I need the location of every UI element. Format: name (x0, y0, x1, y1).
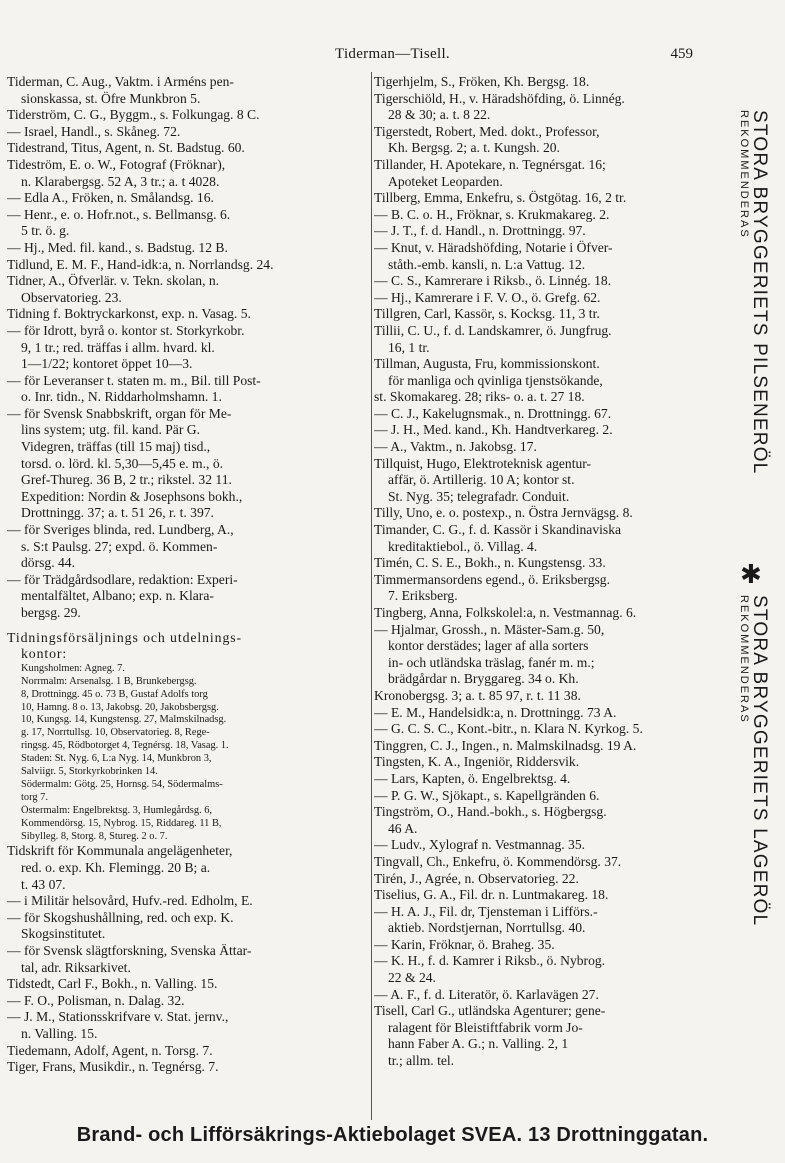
directory-entry-line: Tigerschiöld, H., v. Häradshöfding, ö. Linnég. (374, 90, 625, 106)
directory-entry-line: — B. C. o. H., Fröknar, s. Krukmakareg. 2. (374, 206, 610, 222)
directory-entry-line: torg 7. (21, 791, 48, 803)
directory-entry-line: st. Skomakareg. 28; riks- o. a. t. 27 18. (374, 389, 585, 405)
directory-entry-line: lins system; utg. fil. kand. Pär G. (21, 422, 200, 438)
directory-entry-line: Södermalm: Götg. 25, Hornsg. 54, Södermalms- (21, 778, 223, 790)
directory-entry-line: 9, 1 tr.; red. träffas i allm. hvard. kl. (21, 339, 215, 355)
directory-entry-line: aktieb. Nordstjernan, Norrtullsg. 40. (388, 920, 586, 936)
directory-entry-line: Tiselius, G. A., Fil. dr. n. Luntmakareg. 18. (374, 887, 609, 903)
directory-entry-line: — C. S., Kamrerare i Riksb., ö. Linnég. 18. (374, 273, 612, 289)
directory-entry-line: för manliga och qvinliga tjenstsökande, (388, 372, 603, 388)
directory-entry-line: — för Skogshushållning, red. och exp. K. (7, 909, 234, 925)
directory-entry-line: Sibylleg. 8, Storg. 8, Stureg. 2 o. 7. (21, 830, 168, 842)
column-divider (371, 72, 372, 1120)
directory-entry-line: Tingström, O., Hand.-bokh., s. Högbergsg. (374, 804, 607, 820)
directory-entry-line: Expedition: Nordin & Josephsons bokh., (21, 488, 243, 504)
directory-entry-line: Tideström, E. o. W., Fotograf (Fröknar), (7, 156, 226, 172)
directory-entry-line: Tiger, Frans, Musikdir., n. Tegnérsg. 7. (7, 1059, 219, 1075)
directory-entry-line: 8, Drottningg. 45 o. 73 B, Gustaf Adolfs torg (21, 688, 208, 700)
right-column (374, 74, 728, 1070)
directory-entry-line: — Ludv., Xylograf n. Vestmannag. 35. (374, 837, 586, 853)
directory-entry-line: — Hj., Kamrerare i F. V. O., ö. Grefg. 62. (374, 289, 601, 305)
directory-entry-line: Tillberg, Emma, Enkefru, s. Östgötag. 16, 2 tr. (374, 190, 627, 206)
directory-entry-line: tr.; allm. tel. (388, 1053, 455, 1069)
directory-entry-line: kontor: (21, 646, 68, 662)
ad-lagerol-subtext: REKOMMENDERAS (738, 595, 750, 724)
directory-entry-line: o. Inr. tidn., N. Riddarholmshamn. 1. (21, 389, 222, 405)
ad-lagerol-text: STORA BRYGGERIETS LAGERÖL (749, 595, 770, 927)
directory-entry-line: 28 & 30; a. t. 8 22. (388, 107, 491, 123)
directory-entry-line: — i Militär helsovård, Hufv.-red. Edholm, E. (7, 893, 253, 909)
directory-entry-line: ringsg. 45, Rödbotorget 4, Tegnérsg. 18, Vasag. 1. (21, 740, 229, 752)
directory-entry-line: Kommendörsg. 15, Nybrog. 15, Riddareg. 11 B, (21, 817, 222, 829)
directory-entry-line: — Knut, v. Häradshöfding, Notarie i Öfver- (374, 239, 613, 255)
directory-entry-line: — Edla A., Fröken, n. Smålandsg. 16. (7, 190, 214, 206)
directory-entry-line: Tirén, J., Agrée, n. Observatorieg. 22. (374, 870, 579, 886)
directory-entry-line: — Hjalmar, Grossh., n. Mäster-Sam.g. 50, (374, 621, 605, 637)
directory-entry-line: 7. Eriksberg. (388, 588, 458, 604)
directory-entry-line: Drottningg. 37; a. t. 51 26, r. t. 397. (21, 505, 214, 521)
directory-entry-line: — Israel, Handl., s. Skåneg. 72. (7, 123, 181, 139)
directory-entry-line: Tingsten, K. A., Ingeniör, Riddersvik. (374, 754, 580, 770)
directory-entry-line: — G. C. S. C., Kont.-bitr., n. Klara N. Kyrkog. 5. (374, 721, 643, 737)
directory-entry-line: 5 tr. ö. g. (21, 223, 70, 239)
directory-entry-line: — för Svensk Snabbskrift, organ för Me- (7, 405, 232, 421)
running-title: Tiderman—Tisell. (335, 46, 450, 62)
directory-entry-line: Östermalm: Engelbrektsg. 3, Humlegårdsg. 6, (21, 804, 213, 816)
directory-entry-line: Tillgren, Carl, Kassör, s. Kocksg. 11, 3 tr. (374, 306, 600, 322)
directory-entry-line: St. Nyg. 35; telegrafadr. Conduit. (388, 488, 570, 504)
directory-entry-line: Tiedemann, Adolf, Agent, n. Torsg. 7. (7, 1042, 213, 1058)
side-advertisement (728, 70, 782, 970)
directory-entry-line: Tidstedt, Carl F., Bokh., n. Valling. 15. (7, 976, 218, 992)
directory-entry-line: Staden: St. Nyg. 6, L:a Nyg. 14, Munkbron 3, (21, 753, 212, 765)
directory-entry-line: tal, adr. Riksarkivet. (21, 959, 131, 975)
directory-entry-line: torsd. o. lörd. kl. 5,30—5,45 e. m., ö. (21, 455, 224, 471)
directory-entry-line: t. 43 07. (21, 876, 66, 892)
directory-entry-line: Observatorieg. 23. (21, 289, 122, 305)
directory-entry-line: s. S:t Paulsg. 27; expd. ö. Kommen- (21, 538, 218, 554)
directory-entry-line: kontor derstädes; lager af alla sorters (388, 638, 589, 654)
directory-entry-line: — A. F., f. d. Literatör, ö. Karlavägen 27. (374, 986, 599, 1002)
directory-entry-line: in- och utländska träslag, fanér m. m.; (388, 654, 595, 670)
directory-entry-line: — för Sveriges blinda, red. Lundberg, A., (7, 522, 234, 538)
directory-entry-line: affär, ö. Artillerig. 10 A; kontor st. (388, 472, 575, 488)
directory-entry-line: Tisell, Carl G., utländska Agenturer; gene- (374, 1003, 606, 1019)
directory-entry-line: Norrmalm: Arsenalsg. 1 B, Brunkebergsg. (21, 675, 197, 687)
directory-entry-line: hann Faber A. G.; n. Valling. 2, 1 (388, 1036, 569, 1052)
left-column (7, 74, 372, 1076)
directory-entry-line: Timén, C. S. E., Bokh., n. Kungstensg. 33. (374, 555, 606, 571)
directory-entry-line: — A., Vaktm., n. Jakobsg. 17. (374, 439, 537, 455)
directory-entry-line: Salviigr. 5, Storkyrkobrinken 14. (21, 766, 158, 778)
directory-entry-line: Tidestrand, Titus, Agent, n. St. Badstug. 60. (7, 140, 245, 156)
page-number: 459 (670, 46, 693, 62)
directory-entry-line: Tiderström, C. G., Byggm., s. Folkungag. 8 C. (7, 107, 260, 123)
directory-entry-line: red. o. exp. Kh. Flemingg. 20 B; a. (21, 860, 211, 876)
directory-entry-line: ralagent för Bleistiftfabrik vorm Jo- (388, 1019, 583, 1035)
directory-entry-line: Tidner, A., Öfverlär. v. Tekn. skolan, n. (7, 273, 220, 289)
directory-entry-line: Tilly, Uno, e. o. postexp., n. Östra Jernvägsg. 8. (374, 505, 633, 521)
directory-entry-line: — E. M., Handelsidk:a, n. Drottningg. 73 A. (374, 704, 617, 720)
directory-entry-line: Tinggren, C. J., Ingen., n. Malmskilnadsg. 19 A. (374, 737, 637, 753)
directory-entry-line: — för Idrott, byrå o. kontor st. Storkyrkobr. (7, 322, 245, 338)
directory-entry-line: — J. H., Med. kand., Kh. Handtverkareg. 2. (374, 422, 613, 438)
directory-entry-line: Tigerhjelm, S., Fröken, Kh. Bergsg. 18. (374, 74, 590, 89)
directory-entry-line: Tidningsförsäljnings och utdelnings- (7, 629, 243, 645)
directory-entry-line: ståth.-emb. kansli, n. L:a Vattug. 12. (388, 256, 586, 272)
directory-entry-line: — Hj., Med. fil. kand., s. Badstug. 12 B. (7, 239, 228, 255)
directory-entry-line: 10, Kungsg. 14, Kungstensg. 27, Malmskilnadsg. (21, 714, 227, 726)
directory-entry-line: Timander, C. G., f. d. Kassör i Skandinaviska (374, 522, 622, 538)
directory-entry-line: Timmermansordens egend., ö. Eriksbergsg. (374, 571, 610, 587)
directory-entry-line: n. Valling. 15. (21, 1026, 98, 1041)
directory-entry-line: Tidlund, E. M. F., Hand-idk:a, n. Norrlandsg. 24. (7, 256, 274, 272)
directory-entry-line: — F. O., Polisman, n. Dalag. 32. (7, 992, 185, 1008)
directory-entry-line: g. 17, Norrtullsg. 10, Observatorieg. 8, Rege- (21, 727, 210, 739)
directory-entry-line: Tillander, H. Apotekare, n. Tegnérsgat. 16; (374, 156, 606, 172)
directory-entry-line: Gref-Thureg. 36 B, 2 tr.; rikstel. 32 11. (21, 472, 232, 488)
directory-entry-line: — Lars, Kapten, ö. Engelbrektsg. 4. (374, 770, 571, 786)
directory-entry-line: Tidskrift för Kommunala angelägenheter, (7, 843, 233, 859)
directory-entry-line: 1—1/22; kontoret öppet 10—3. (21, 356, 193, 372)
directory-entry-line: 16, 1 tr. (388, 339, 430, 355)
directory-entry-line: Tingvall, Ch., Enkefru, ö. Kommendörsg. 37. (374, 853, 622, 869)
directory-entry-line: Tillii, C. U., f. d. Landskamrer, ö. Jungfrug. (374, 322, 612, 338)
directory-entry-line: — H. A. J., Fil. dr, Tjensteman i Lifförs.- (374, 903, 598, 919)
directory-entry-line: Tidning f. Boktryckarkonst, exp. n. Vasag. 5. (7, 306, 251, 322)
directory-entry-line: — för Trädgårdsodlare, redaktion: Experi- (7, 571, 238, 587)
directory-entry-line: mentalfältet, Albano; exp. n. Klara- (21, 588, 214, 604)
directory-entry-line: 22 & 24. (388, 970, 436, 986)
directory-entry-line: — J. M., Stationsskrifvare v. Stat. jernv., (7, 1009, 229, 1025)
directory-entry-line: — J. T., f. d. Handl., n. Drottningg. 97. (374, 223, 586, 239)
directory-entry-line: bergsg. 29. (21, 605, 81, 620)
directory-entry-line: — för Leveranser t. staten m. m., Bil. till Post- (7, 372, 261, 388)
directory-entry-line: Apoteket Leoparden. (388, 173, 503, 189)
directory-entry-line: — Henr., e. o. Hofr.not., s. Bellmansg. 6. (7, 206, 231, 222)
directory-entry-line: Tiderman, C. Aug., Vaktm. i Arméns pen- (7, 74, 234, 89)
directory-entry-line: Skogsinstitutet. (21, 926, 106, 942)
directory-entry-line: kreditaktiebol., ö. Villag. 4. (388, 538, 538, 554)
directory-entry-line (7, 622, 372, 630)
directory-entry-line: — P. G. W., Sjökapt., s. Kapellgränden 6. (374, 787, 600, 803)
directory-entry-line: Kronobergsg. 3; a. t. 85 97, r. t. 11 38. (374, 687, 581, 703)
directory-entry-line: n. Klarabergsg. 52 A, 3 tr.; a. t 4028. (21, 173, 220, 189)
directory-entry-line: Tillquist, Hugo, Elektroteknisk agentur- (374, 455, 592, 471)
directory-entry-line: Kungsholmen: Agneg. 7. (21, 662, 125, 674)
ad-pilsener-text: STORA BRYGGERIETS PILSENERÖL (749, 110, 770, 475)
directory-entry-line: — för Svensk slägtforskning, Svenska Ättar- (7, 943, 252, 959)
directory-entry-line: 46 A. (388, 820, 418, 836)
footer-advertisement: Brand- och Lifförsäkrings-Aktiebolaget SVEA. 13 Drottninggatan. (76, 1124, 709, 1146)
ad-pilsener-subtext: REKOMMENDERAS (738, 110, 750, 239)
directory-entry-line: — K. H., f. d. Kamrer i Riksb., ö. Nybrog. (374, 953, 606, 969)
asterisk-separator: ✱ (740, 560, 762, 590)
directory-entry-line: Kh. Bergsg. 2; a. t. Kungsh. 20. (388, 140, 560, 156)
directory-entry-line: — C. J., Kakelugnsmak., n. Drottningg. 67. (374, 405, 612, 421)
directory-entry-line: Videgren, träffas (till 15 maj) tisd., (21, 439, 211, 455)
directory-entry-line: Tigerstedt, Robert, Med. dokt., Professor, (374, 123, 600, 139)
page-header (0, 46, 785, 66)
directory-entry-line: sionskassa, st. Öfre Munkbron 5. (21, 90, 201, 106)
directory-entry-line: Tingberg, Anna, Folkskolel:a, n. Vestmannag. 6. (374, 605, 637, 620)
directory-entry-line: — Karin, Fröknar, ö. Braheg. 35. (374, 936, 555, 952)
directory-entry-line: 10, Hamng. 8 o. 13, Jakobsg. 20, Jakobsbergsg. (21, 701, 219, 713)
directory-entry-line: brädgårdar n. Bryggareg. 34 o. Kh. (388, 671, 579, 687)
directory-entry-line: dörsg. 44. (21, 555, 75, 571)
directory-entry-line: Tillman, Augusta, Fru, kommissionskont. (374, 356, 600, 372)
